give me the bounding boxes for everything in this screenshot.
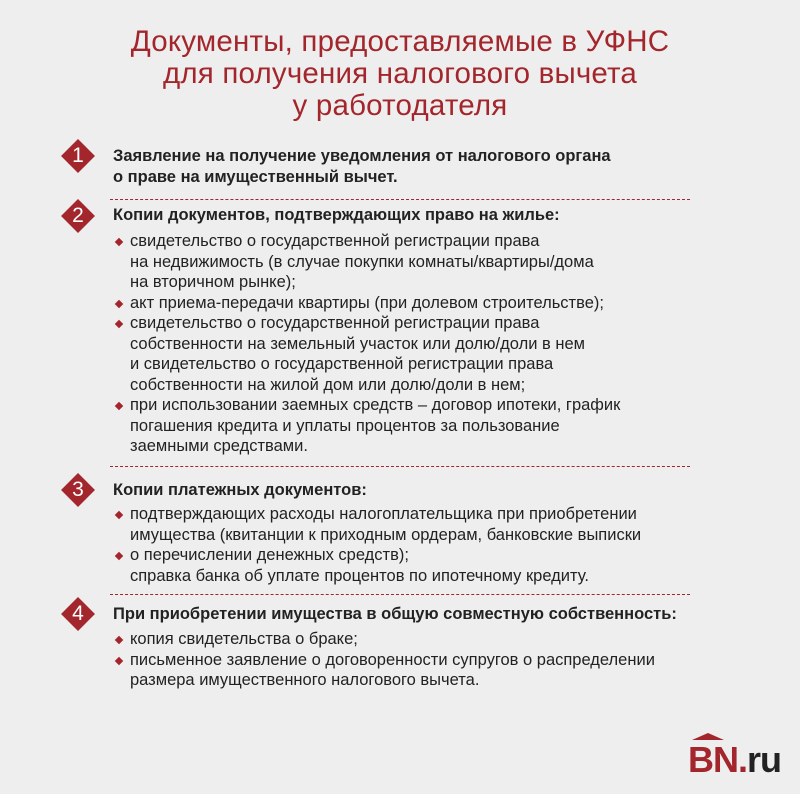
section-heading [113, 146, 611, 188]
item-line: погашения кредита и уплаты процентов за пользование [130, 416, 560, 435]
list-item [113, 545, 641, 586]
bullet-icon [115, 511, 123, 519]
item-line: на недвижимость (в случае покупки комнаты/квартиры/дома [130, 252, 594, 271]
section-divider [110, 466, 690, 467]
item-line: заемными средствами. [130, 437, 308, 455]
bullet-icon [115, 656, 123, 664]
item-line: при использовании заемных средств – договор ипотеки, график [130, 396, 621, 414]
logo-bn: BN [688, 739, 738, 780]
bullet-icon [115, 636, 123, 644]
title-line-2: для получения налогового вычета [162, 57, 638, 90]
section-number-badge [62, 140, 94, 172]
list-item [113, 395, 620, 457]
item-line: акт приема-передачи квартиры (при долевом строительстве); [130, 293, 604, 312]
section-divider [110, 594, 690, 595]
bullet-icon [115, 238, 123, 246]
section-number: 1 [72, 144, 84, 167]
section-items [113, 504, 641, 586]
item-line: собственности на земельный участок или долю/доли в нем [130, 334, 585, 353]
section-items [113, 629, 655, 691]
item-line: копия свидетельства о браке; [130, 630, 358, 648]
item-line: на вторичном рынке); [130, 273, 296, 291]
section-number-badge [62, 598, 94, 630]
item-line: собственности на жилой дом или долю/доли в нем; [130, 375, 526, 394]
bullet-icon [115, 552, 123, 560]
section-heading [113, 604, 677, 625]
list-item [113, 504, 641, 545]
item-line: размера имущественного налогового вычета. [130, 671, 480, 689]
heading-line: При приобретении имущества в общую совместную собственность: [113, 605, 677, 623]
page-title [0, 26, 800, 122]
heading-line: Копии документов, подтверждающих право на жилье: [113, 206, 560, 224]
logo-ru: ru [747, 739, 782, 780]
section-items [113, 231, 620, 457]
item-line: справка банка об уплате процентов по ипотечному кредиту. [130, 566, 589, 585]
section-number: 2 [72, 204, 84, 227]
section-divider [110, 199, 690, 200]
section-number-badge [62, 474, 94, 506]
bullet-icon [115, 402, 123, 410]
item-line: и свидетельство о государственной регистрации права [130, 355, 554, 373]
section-heading [113, 480, 367, 501]
section-number-badge [62, 200, 94, 232]
list-item [113, 313, 620, 395]
item-line: свидетельство о государственной регистрации права [130, 314, 540, 332]
bullet-icon [115, 320, 123, 328]
list-item [113, 231, 620, 293]
item-line: письменное заявление о договоренности супругов о распределении [130, 650, 655, 669]
title-line-3: у работодателя [292, 89, 508, 122]
heading-line: Заявление на получение уведомления от налогового органа [113, 147, 611, 165]
title-line-1: Документы, предоставляемые в УФНС [130, 25, 670, 58]
list-item [113, 629, 655, 650]
item-line: подтверждающих расходы налогоплательщика при приобретении [130, 505, 637, 523]
item-line: о перечислении денежных средств); [130, 546, 409, 564]
logo-dot: . [738, 739, 748, 780]
section-heading [113, 205, 560, 226]
heading-line: Копии платежных документов: [113, 481, 367, 499]
section-number: 3 [72, 478, 84, 501]
item-line: имущества (квитанции к приходным ордерам, банковские выписки [130, 525, 642, 544]
item-line: свидетельство о государственной регистрации права [130, 232, 540, 250]
bullet-icon [115, 299, 123, 307]
bn-ru-logo [688, 740, 781, 780]
list-item [113, 293, 620, 314]
section-number: 4 [72, 602, 84, 625]
list-item [113, 650, 655, 691]
heading-line: о праве на имущественный вычет. [113, 168, 398, 186]
